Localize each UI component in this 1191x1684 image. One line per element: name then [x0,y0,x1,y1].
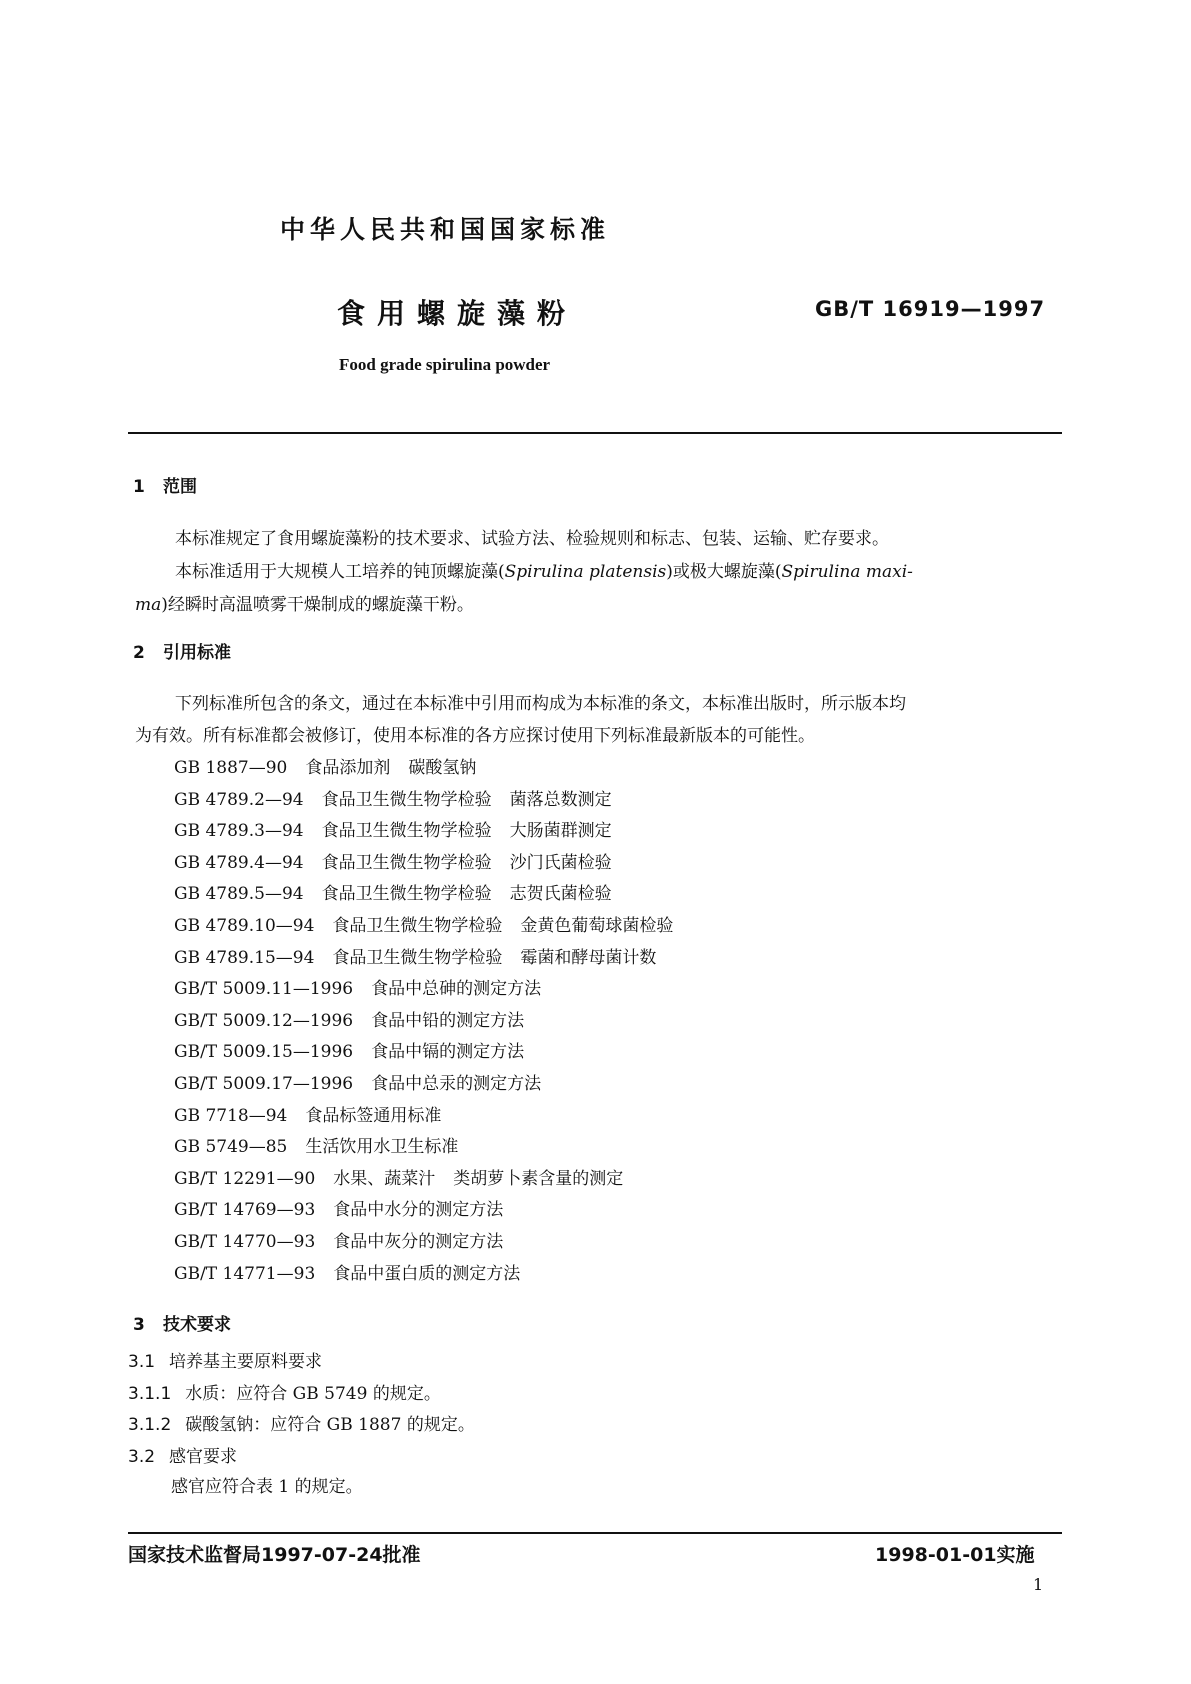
text-run: )或极大螺旋藻( [666,562,782,582]
reference-title-part: 食品卫生微生物学检验 [321,852,492,873]
section-number: 1 [133,477,145,497]
reference-row [174,943,656,968]
reference-row [174,785,612,810]
reference-title-part: 食品卫生微生物学检验 [321,821,492,842]
reference-title-part: 食品中总汞的测定方法 [371,1074,542,1094]
reference-title-part: 志贺氏菌检验 [509,884,612,905]
reference-code: GB 7718—94 [174,1105,288,1126]
sensory-note: 感官应符合表 1 的规定。 [171,1477,363,1497]
bottom-divider [128,1532,1062,1534]
reference-code: GB 4789.5—94 [174,884,304,905]
reference-code: GB/T 12291—90 [174,1168,316,1189]
text-run: )经瞬时高温喷雾干燥制成的螺旋藻干粉。 [161,595,474,615]
reference-code: GB/T 14769—93 [174,1200,316,1221]
section-title: 引用标准 [163,643,231,663]
section-2-heading [133,638,231,663]
requirement-item [128,1442,237,1467]
requirement-text: 培养基主要原料要求 [169,1352,323,1372]
reference-code: GB/T 14771—93 [174,1263,316,1284]
reference-row [174,1259,538,1284]
reference-row [174,753,476,778]
species-name: Spirulina platensis [504,562,667,582]
reference-code: GB 4789.4—94 [174,852,304,873]
section-title: 技术要求 [163,1315,231,1335]
requirement-number: 3.1 [128,1352,156,1372]
reference-title-part: 类胡萝卜素含量的测定 [453,1168,624,1189]
reference-title-part: 碳酸氢钠 [408,758,477,778]
section-title: 范围 [163,477,197,497]
section-number: 2 [133,643,145,663]
reference-code: GB/T 5009.12—1996 [174,1010,354,1031]
reference-title-part: 食品添加剂 [305,758,391,778]
section-number: 3 [133,1315,145,1335]
reference-title-part: 大肠菌群测定 [509,821,612,842]
top-divider [128,432,1062,434]
section-1-paragraph-2-line-2 [135,590,474,615]
reference-title-part: 食品中水分的测定方法 [333,1200,504,1221]
section-1-paragraph-1: 本标准规定了食用螺旋藻粉的技术要求、试验方法、检验规则和标志、包装、运输、贮存要求。 [175,529,889,549]
reference-title-part: 沙门氏菌检验 [509,852,612,873]
requirement-item [128,1379,441,1404]
approval-statement: 国家技术监督局1997-07-24批准 [128,1544,421,1566]
document-title: 食用螺旋藻粉 [337,297,578,330]
reference-title-part: 霉菌和酵母菌计数 [520,947,657,968]
section-1-paragraph-2-line-1 [175,557,913,582]
requirement-text: 水质：应符合 GB 5749 的规定。 [185,1383,441,1404]
reference-code: GB 1887—90 [174,758,288,778]
reference-title-part: 食品标签通用标准 [305,1105,442,1126]
section-2-intro-line-1: 下列标准所包含的条文，通过在本标准中引用而构成为本标准的条文，本标准出版时，所示版本均 [175,694,906,714]
species-name: ma [135,595,162,615]
reference-title-part: 食品卫生微生物学检验 [332,947,503,968]
reference-row [174,1006,542,1031]
reference-title-part: 食品中蛋白质的测定方法 [333,1263,521,1284]
country-standard-title: 中华人民共和国国家标准 [280,215,611,244]
section-1-heading [133,472,197,497]
reference-title-part: 金黄色葡萄球菌检验 [520,916,674,936]
reference-title-part: 生活饮用水卫生标准 [305,1137,459,1158]
reference-title-part: 食品卫生微生物学检验 [321,884,492,905]
standard-code: GB/T 16919—1997 [815,297,1046,321]
reference-title-part: 食品中灰分的测定方法 [333,1232,504,1252]
reference-code: GB 5749—85 [174,1137,288,1158]
reference-row [174,879,612,904]
requirement-item [128,1410,475,1435]
reference-row [174,911,673,936]
reference-code: GB 4789.3—94 [174,821,304,842]
reference-row [174,1101,459,1126]
reference-row [174,1037,542,1062]
page-number: 1 [1033,1575,1044,1594]
reference-title-part: 食品中镉的测定方法 [371,1042,525,1063]
reference-title-part: 菌落总数测定 [509,789,612,810]
reference-code: GB 4789.10—94 [174,916,315,936]
reference-row [174,1069,559,1094]
requirement-number: 3.1.1 [128,1383,172,1404]
requirement-item [128,1347,322,1372]
reference-title-part: 水果、蔬菜汁 [333,1168,436,1189]
reference-row [174,1132,476,1157]
requirement-number: 3.1.2 [128,1415,172,1435]
reference-row [174,1164,623,1189]
reference-code: GB/T 14770—93 [174,1232,316,1252]
section-3-heading [133,1310,231,1335]
requirement-number: 3.2 [128,1446,156,1467]
reference-row [174,848,612,873]
reference-title-part: 食品卫生微生物学检验 [332,916,503,936]
requirement-text: 感官要求 [169,1446,238,1467]
reference-code: GB/T 5009.17—1996 [174,1074,354,1094]
reference-code: GB/T 5009.15—1996 [174,1042,354,1063]
reference-row [174,816,612,841]
species-name: Spirulina maxi- [781,562,913,582]
english-title: Food grade spirulina powder [339,355,551,374]
reference-row [174,1195,521,1220]
requirement-text: 碳酸氢钠：应符合 GB 1887 的规定。 [185,1415,475,1435]
text-run: 本标准适用于大规模人工培养的钝顶螺旋藻( [175,562,505,582]
reference-row [174,1227,521,1252]
reference-code: GB 4789.15—94 [174,947,315,968]
reference-row [174,974,559,999]
reference-title-part: 食品中总砷的测定方法 [371,979,542,1000]
reference-code: GB 4789.2—94 [174,789,304,810]
section-2-intro-line-2: 为有效。所有标准都会被修订，使用本标准的各方应探讨使用下列标准最新版本的可能性。 [135,726,815,746]
reference-title-part: 食品中铅的测定方法 [371,1010,525,1031]
effective-date: 1998-01-01实施 [875,1544,1035,1566]
reference-title-part: 食品卫生微生物学检验 [321,789,492,810]
reference-code: GB/T 5009.11—1996 [174,979,354,1000]
